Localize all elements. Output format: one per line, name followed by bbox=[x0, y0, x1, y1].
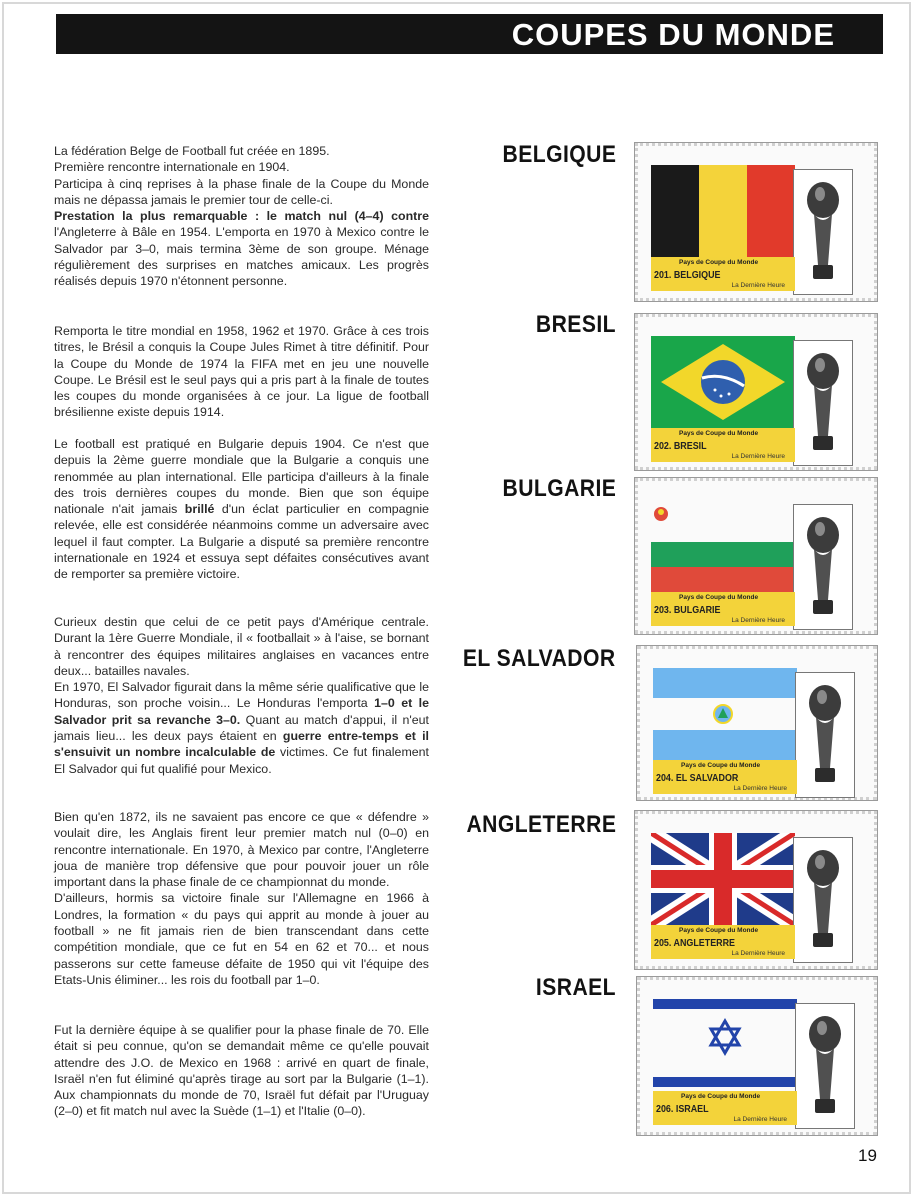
trophy-frame bbox=[793, 504, 853, 630]
stamp-number bbox=[656, 1103, 709, 1115]
trophy-frame bbox=[793, 169, 853, 295]
country-name-el-salvador: EL SALVADOR bbox=[463, 645, 616, 672]
salvador-text-b: Quant au match d'appui, il n'eut jamais lieu... les deux pays étaient en bbox=[54, 712, 430, 744]
brazil-flag bbox=[651, 336, 795, 428]
bulgarie-text bbox=[54, 436, 429, 583]
angleterre-part1: Bien qu'en 1872, ils ne savaient pas encore ce que « défendre » voulait dire, les Anglais firent leur premier match nul (0–0) en rencontre internationale. En 1970, à Mexico par contre, l'Angleterre joua de manière trop défensive que pour pouvoir jouer un rôle important dans la phase finale de ce championnat du monde. bbox=[54, 810, 429, 890]
stamp-number bbox=[654, 269, 720, 281]
salvador-bold-b: guerre entre-temps et il s'ensuivit un nombre incalculable de bbox=[54, 729, 429, 760]
trophy-icon bbox=[796, 673, 854, 797]
stamp-label-bottom: La Dernière Heure bbox=[731, 950, 785, 957]
union-jack-flag bbox=[651, 833, 795, 925]
stamp-number bbox=[654, 440, 707, 452]
paragraph-salvador bbox=[54, 614, 429, 777]
stamp-number bbox=[656, 772, 738, 784]
stamp-label bbox=[653, 1091, 797, 1125]
salvador-part2 bbox=[54, 679, 429, 777]
stamp-belgique bbox=[634, 142, 878, 302]
stamp-label-top: Pays de Coupe du Monde bbox=[679, 927, 759, 934]
trophy-frame bbox=[793, 340, 853, 466]
stamp-country: ISRAEL bbox=[675, 1103, 709, 1115]
country-name-bulgarie: BULGARIE bbox=[502, 475, 616, 502]
trophy-icon bbox=[794, 505, 852, 629]
stamp-label-bottom: La Dernière Heure bbox=[733, 785, 787, 792]
stamp-number-digits: 206. bbox=[656, 1103, 674, 1115]
stamp-number-digits: 204. bbox=[656, 772, 674, 784]
trophy-icon bbox=[796, 1004, 854, 1128]
belgique-rest: l'Angleterre à Bâle en 1954. L'emporta en 1970 à Mexico contre le Salvador par 3–0, mais termina 3ème de son groupe. Ménage régulièrement des surprises en matches amicaux. Les progrès réalisés depuis 1970 n'étonnent personne. bbox=[54, 225, 429, 289]
page-number: 19 bbox=[858, 1146, 877, 1165]
trophy-icon bbox=[794, 170, 852, 294]
stamp-label bbox=[651, 592, 795, 626]
salvador-part1: Curieux destin que celui de ce petit pays d'Amérique centrale. Durant la 1ère Guerre Mondiale, il « footballait » à l'aise, se bornant à rencontrer des équipes militaires anglaises en vacances entre deux... batailles navales. bbox=[54, 615, 429, 678]
israel-flag bbox=[653, 999, 797, 1091]
salvador-text-a: En 1970, El Salvador figurait dans la même série qualificative que le Honduras, son proche voisin... Le Honduras l'emporta bbox=[54, 680, 429, 711]
country-name-israel: ISRAEL bbox=[535, 974, 616, 1001]
page-title: COUPES DU MONDE bbox=[511, 17, 835, 52]
paragraph-angleterre bbox=[54, 809, 429, 988]
trophy-frame bbox=[793, 837, 853, 963]
stamp-number-digits: 203. bbox=[654, 604, 672, 616]
stamp-el-salvador bbox=[636, 645, 878, 801]
stamp-country: EL SALVADOR bbox=[675, 772, 739, 784]
stamp-label-top: Pays de Coupe du Monde bbox=[679, 594, 759, 601]
bulgaria-flag bbox=[651, 500, 795, 592]
stamp-country: BRESIL bbox=[673, 440, 707, 452]
stamp-label-bottom: La Dernière Heure bbox=[733, 1116, 787, 1123]
stamp-label bbox=[651, 428, 795, 462]
bresil-text: Remporta le titre mondial en 1958, 1962 et 1970. Grâce à ces trois titres, le Brésil a conquis la Coupe Jules Rimet à titre définitif. Pour la Coupe du Monde de 1974 la FIFA met en jeu une nouvelle Coupe. Le Brésil est le seul pays qui a pris part à la finale de toutes les coupes du monde organisées à ce jour. La ligue de football brésilienne existe depuis 1914. bbox=[54, 324, 429, 420]
paragraph-bulgarie bbox=[54, 436, 429, 583]
stamp-label bbox=[651, 257, 795, 291]
trophy-frame bbox=[795, 672, 855, 798]
stamp-israel bbox=[636, 976, 878, 1136]
trophy-icon bbox=[794, 838, 852, 962]
stamp-angleterre bbox=[634, 810, 878, 970]
belgium-flag bbox=[651, 165, 795, 257]
stamp-country: BELGIQUE bbox=[673, 269, 721, 281]
belgique-line: Première rencontre internationale en 1904. bbox=[54, 160, 290, 175]
israel-text: Fut la dernière équipe à se qualifier pour la phase finale de 70. Elle était si peu connue, qu'on se demandait même ce qu'elle pouvait attendre des J.O. de Mexico en 1968 : arrivé en quart de finale, Israël n'en fut éliminé qu'après tirage au sort par la Bulgarie (1–1). Aux championnats du monde de 70, Israël fut défait par l'Uruguay (2–0) et fit match nul avec la Suède (1–1) et l'Italie (0–0). bbox=[54, 1023, 429, 1119]
stamp-label-bottom: La Dernière Heure bbox=[731, 453, 785, 460]
stamp-number bbox=[654, 604, 720, 616]
bulgarie-text-b: d'un éclat particulier en compagnie relevée, elle est considérée néanmoins comme un adversaire avec lequel il faut compter. La Bulgarie a disputé sa première rencontre internationale en 1924 et essuya sept défaites consécutives avant de remporter sa première victoire. bbox=[54, 502, 429, 582]
stamp-label-top: Pays de Coupe du Monde bbox=[679, 430, 759, 437]
belgique-line: La fédération Belge de Football fut créée en 1895. bbox=[54, 144, 330, 158]
country-name-bresil: BRESIL bbox=[535, 311, 616, 338]
stamp-label bbox=[651, 925, 795, 959]
stamp-number-digits: 205. bbox=[654, 937, 672, 949]
country-name-angleterre: ANGLETERRE bbox=[466, 811, 616, 838]
el-salvador-flag bbox=[653, 668, 797, 760]
bulgarie-text-a: Le football est pratiqué en Bulgarie depuis 1904. Ce n'est que depuis la 2ème guerre mondiale que la Bulgarie a conquis une renommée au plan international. Elle participa d'ailleurs à la finale des trois dernières coupes du monde. Bien que son équipe nationale n'ait jamais bbox=[54, 437, 429, 517]
title-bar bbox=[56, 14, 883, 54]
belgique-bold: Prestation la plus remarquable : le match nul (4–4) contre bbox=[54, 209, 429, 224]
stamp-number-digits: 201. bbox=[654, 269, 672, 281]
salvador-bold-a: 1–0 et le Salvador prit sa revanche 3–0. bbox=[54, 696, 429, 727]
angleterre-part2: D'ailleurs, hormis sa victoire finale sur l'Allemagne en 1966 à Londres, la formation « du pays qui apprit au monde à jouer au football » ne fit jamais rien de bien transcendant dans cette compétition mondiale, que ce fut en 54 en 62 et 70... et nous passerons sur cette fameuse défaite de 1950 qui vit l'équipe des Etats-Unis éliminer... les rois du football par 1–0. bbox=[54, 891, 429, 987]
bulgarie-bold: brillé bbox=[184, 502, 215, 517]
stamp-label-top: Pays de Coupe du Monde bbox=[679, 259, 759, 266]
salvador-text-c: victimes. Ce fut finalement El Salvador qui fut qualifié pour Mexico. bbox=[54, 745, 429, 776]
stamp-label-top: Pays de Coupe du Monde bbox=[681, 762, 761, 769]
stamp-label bbox=[653, 760, 797, 794]
stamp-number-digits: 202. bbox=[654, 440, 672, 452]
paragraph-bresil bbox=[54, 323, 429, 421]
stamp-label-bottom: La Dernière Heure bbox=[731, 617, 785, 624]
stamp-label-bottom: La Dernière Heure bbox=[731, 282, 785, 289]
paragraph-belgique bbox=[54, 143, 429, 290]
stamp-country: BULGARIE bbox=[673, 604, 721, 616]
trophy-icon bbox=[794, 341, 852, 465]
belgique-text bbox=[54, 208, 429, 289]
trophy-frame bbox=[795, 1003, 855, 1129]
country-name-belgique: BELGIQUE bbox=[502, 141, 616, 168]
stamp-country: ANGLETERRE bbox=[673, 937, 736, 949]
belgique-line: Participa à cinq reprises à la phase finale de la Coupe du Monde mais ne dépassa jamais le premier tour de celle-ci. bbox=[54, 176, 429, 207]
stamp-bresil bbox=[634, 313, 878, 471]
stamp-bulgarie bbox=[634, 477, 878, 635]
stamp-number bbox=[654, 937, 735, 949]
paragraph-israel bbox=[54, 1022, 429, 1120]
stamp-label-top: Pays de Coupe du Monde bbox=[681, 1093, 761, 1100]
